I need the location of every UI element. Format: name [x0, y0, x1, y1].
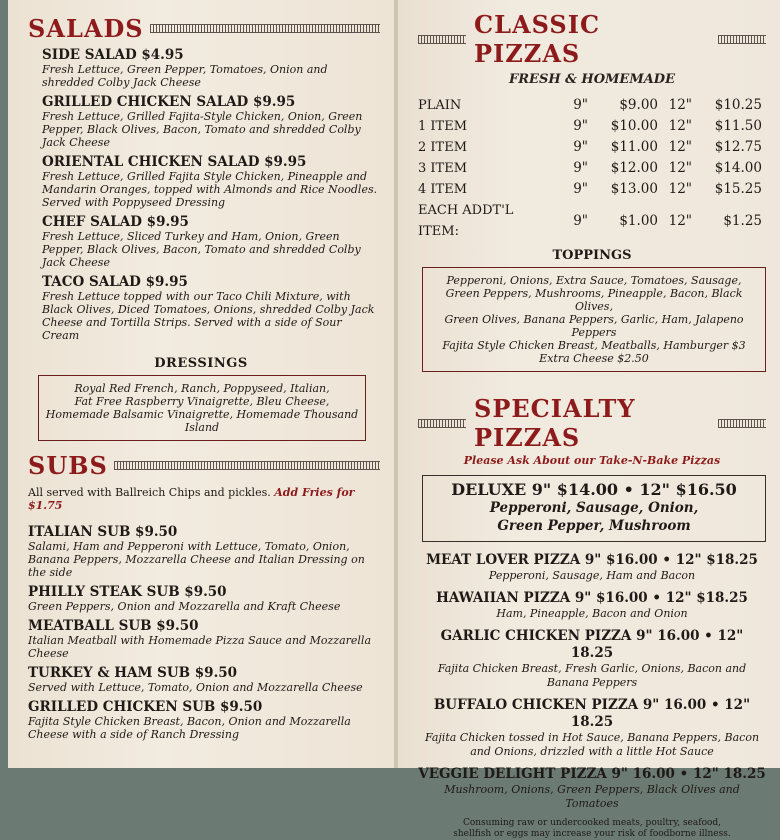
classic-heading [418, 10, 766, 68]
topping-line: Green Peppers, Mushrooms, Pineapple, Bacon, Black Olives, [445, 287, 743, 313]
subs-note [28, 486, 380, 512]
item-name: MEATBALL SUB $9.50 [28, 618, 199, 634]
left-panel [8, 0, 394, 768]
sub-item [28, 699, 380, 741]
item-name: HAWAIIAN PIZZA 9" $16.00 • 12" $18.25 [436, 590, 748, 606]
item-name: ORIENTAL CHICKEN SALAD $9.95 [42, 154, 307, 170]
take-n-bake-note: Please Ask About our Take-N-Bake Pizzas [463, 454, 721, 467]
item-name: GRILLED CHICKEN SALAD $9.95 [42, 94, 296, 110]
item-desc: Mushroom, Onions, Green Peppers, Black Olives and Tomatoes [444, 783, 740, 810]
topping-line: Pepperoni, Onions, Extra Sauce, Tomatoes, Sausage, [446, 274, 742, 287]
dressing-line: Fat Free Raspberry Vinaigrette, Bleu Cheese, [74, 395, 330, 408]
price-label: 1 ITEM [418, 119, 468, 134]
dressing-line: Royal Red French, Ranch, Poppyseed, Italian, [74, 382, 330, 395]
deluxe-price-line: DELUXE 9" $14.00 • 12" $16.50 [451, 480, 737, 499]
item-desc: Fresh Lettuce, Sliced Turkey and Ham, Onion, Green Pepper, Black Olives, Bacon, Tomato and shredded Colby Jack Cheese [42, 230, 361, 269]
salad-item [42, 94, 380, 149]
item-name: GRILLED CHICKEN SUB $9.50 [28, 699, 263, 715]
subs-heading [28, 451, 380, 480]
item-desc: Fresh Lettuce, Grilled Fajita Style Chicken, Pineapple and Mandarin Oranges, topped with Almonds and Rice Noodles. Served with Poppyseed Dressing [42, 170, 378, 209]
item-desc: Green Peppers, Onion and Mozzarella and Kraft Cheese [28, 600, 341, 613]
sub-item [28, 524, 380, 579]
item-desc: Pepperoni, Sausage, Ham and Bacon [488, 569, 696, 582]
item-name: GARLIC CHICKEN PIZZA 9" 16.00 • 12" 18.25 [440, 628, 744, 661]
price-9: $1.00 [619, 212, 658, 229]
item-desc: Served with Lettuce, Tomato, Onion and Mozzarella Cheese [28, 681, 363, 694]
item-name: PHILLY STEAK SUB $9.50 [28, 584, 227, 600]
item-desc: Salami, Ham and Pepperoni with Lettuce, Tomato, Onion, Banana Peppers, Mozzarella Cheese and Italian Dressing on the side [28, 540, 365, 579]
price-label: EACH ADDT'L ITEM: [418, 203, 514, 239]
price-9: $13.00 [610, 181, 658, 197]
price-row [418, 116, 766, 137]
heading-rule [114, 461, 380, 470]
item-name: SIDE SALAD $4.95 [42, 47, 184, 63]
item-name: ITALIAN SUB $9.50 [28, 524, 178, 540]
specialty-item [418, 697, 766, 759]
dressings-box [38, 375, 366, 441]
item-desc: Fajita Chicken tossed in Hot Sauce, Banana Peppers, Bacon and Onions, drizzled with a little Hot Sauce [424, 731, 760, 758]
toppings-title: TOPPINGS [552, 248, 632, 263]
specialty-heading [418, 394, 766, 452]
price-label: PLAIN [418, 98, 462, 113]
food-safety-notice [418, 818, 766, 840]
topping-line: Fajita Style Chicken Breast, Meatballs, Hamburger $3 [442, 339, 746, 352]
salad-item [42, 47, 380, 89]
price-9: $9.00 [619, 97, 658, 113]
price-12: $1.25 [723, 212, 762, 229]
toppings-box [422, 267, 766, 372]
heading-rule [150, 24, 380, 33]
price-12: $11.50 [714, 118, 762, 134]
price-12: $14.00 [714, 160, 762, 176]
size-9: 9" [573, 97, 588, 113]
subs-note-fries: Add Fries for $1.75 [28, 486, 355, 512]
specialty-item [418, 590, 766, 621]
price-row [418, 137, 766, 158]
item-name: VEGGIE DELIGHT PIZZA 9" 16.00 • 12" 18.25 [418, 766, 766, 782]
heading-rule [718, 35, 766, 44]
price-9: $11.00 [610, 139, 658, 155]
item-name: TACO SALAD $9.95 [42, 274, 188, 290]
sub-item [28, 584, 380, 613]
salad-item [42, 274, 380, 342]
price-12: $15.25 [714, 181, 762, 197]
item-desc: Italian Meatball with Homemade Pizza Sauce and Mozzarella Cheese [28, 634, 371, 660]
item-name: TURKEY & HAM SUB $9.50 [28, 665, 238, 681]
item-desc: Fajita Style Chicken Breast, Bacon, Onion and Mozzarella Cheese with a side of Ranch Dressing [28, 715, 351, 741]
size-12: 12" [668, 160, 692, 176]
item-desc: Fresh Lettuce, Green Pepper, Tomatoes, Onion and shredded Colby Jack Cheese [42, 63, 328, 89]
classic-subtitle: FRESH & HOMEMADE [509, 72, 675, 87]
salads-list [22, 47, 380, 342]
price-label: 3 ITEM [418, 161, 468, 176]
size-12: 12" [668, 212, 692, 229]
salad-item [42, 154, 380, 209]
salad-item [42, 214, 380, 269]
size-9: 9" [573, 181, 588, 197]
price-9: $10.00 [610, 118, 658, 134]
item-name: MEAT LOVER PIZZA 9" $16.00 • 12" $18.25 [426, 552, 758, 568]
subs-note-text: All served with Ballreich Chips and pickles. [28, 486, 271, 499]
deluxe-desc: Pepperoni, Sausage, Onion, [489, 500, 699, 516]
size-12: 12" [668, 181, 692, 197]
price-row [418, 179, 766, 200]
salads-heading [28, 14, 380, 43]
price-12: $10.25 [714, 97, 762, 113]
specialty-item [418, 766, 766, 811]
price-row [418, 95, 766, 116]
topping-line: Green Olives, Banana Peppers, Garlic, Ham, Jalapeno Peppers [444, 313, 744, 339]
classic-price-table [418, 95, 766, 242]
size-12: 12" [668, 139, 692, 155]
notice-line: Consuming raw or undercooked meats, poultry, seafood, [462, 818, 722, 828]
size-9: 9" [573, 118, 588, 134]
right-panel [398, 0, 780, 839]
price-label: 4 ITEM [418, 182, 468, 197]
item-desc: Fajita Chicken Breast, Fresh Garlic, Onions, Bacon and Banana Peppers [437, 662, 747, 689]
deluxe-box [422, 475, 766, 542]
dressing-line: Homemade Balsamic Vinaigrette, Homemade Thousand Island [45, 408, 359, 434]
classic-title: CLASSIC PIZZAS [474, 10, 601, 68]
topping-line: Extra Cheese $2.50 [539, 352, 649, 365]
size-12: 12" [668, 118, 692, 134]
specialty-title: SPECIALTY PIZZAS [474, 394, 636, 452]
size-12: 12" [668, 97, 692, 113]
item-desc: Ham, Pineapple, Bacon and Onion [496, 607, 688, 620]
price-row [418, 200, 766, 242]
price-12: $12.75 [714, 139, 762, 155]
sub-item [28, 618, 380, 660]
sub-item [28, 665, 380, 694]
heading-rule [718, 419, 766, 428]
notice-line: shellfish or eggs may increase your risk of foodborne illness. [453, 829, 731, 839]
size-9: 9" [573, 160, 588, 176]
price-9: $12.00 [610, 160, 658, 176]
deluxe-desc: Green Pepper, Mushroom [497, 518, 691, 534]
size-9: 9" [573, 212, 588, 229]
item-name: CHEF SALAD $9.95 [42, 214, 189, 230]
price-row [418, 158, 766, 179]
specialty-item [418, 552, 766, 583]
dressings-title: DRESSINGS [154, 356, 248, 371]
heading-rule [418, 419, 466, 428]
price-label: 2 ITEM [418, 140, 468, 155]
heading-rule [418, 35, 466, 44]
size-9: 9" [573, 139, 588, 155]
item-desc: Fresh Lettuce, Grilled Fajita-Style Chicken, Onion, Green Pepper, Black Olives, Bacon, Tomato and shredded Colby Jack Cheese [42, 110, 363, 149]
specialty-item [418, 628, 766, 690]
item-desc: Fresh Lettuce topped with our Taco Chili Mixture, with Black Olives, Diced Tomatoes, Onions, shredded Colby Jack Cheese and Tortilla Strips. Served with a side of Sour Cream [42, 290, 375, 342]
item-name: BUFFALO CHICKEN PIZZA 9" 16.00 • 12" 18.25 [433, 697, 751, 730]
salads-title: SALADS [28, 14, 144, 43]
subs-title: SUBS [28, 451, 108, 480]
